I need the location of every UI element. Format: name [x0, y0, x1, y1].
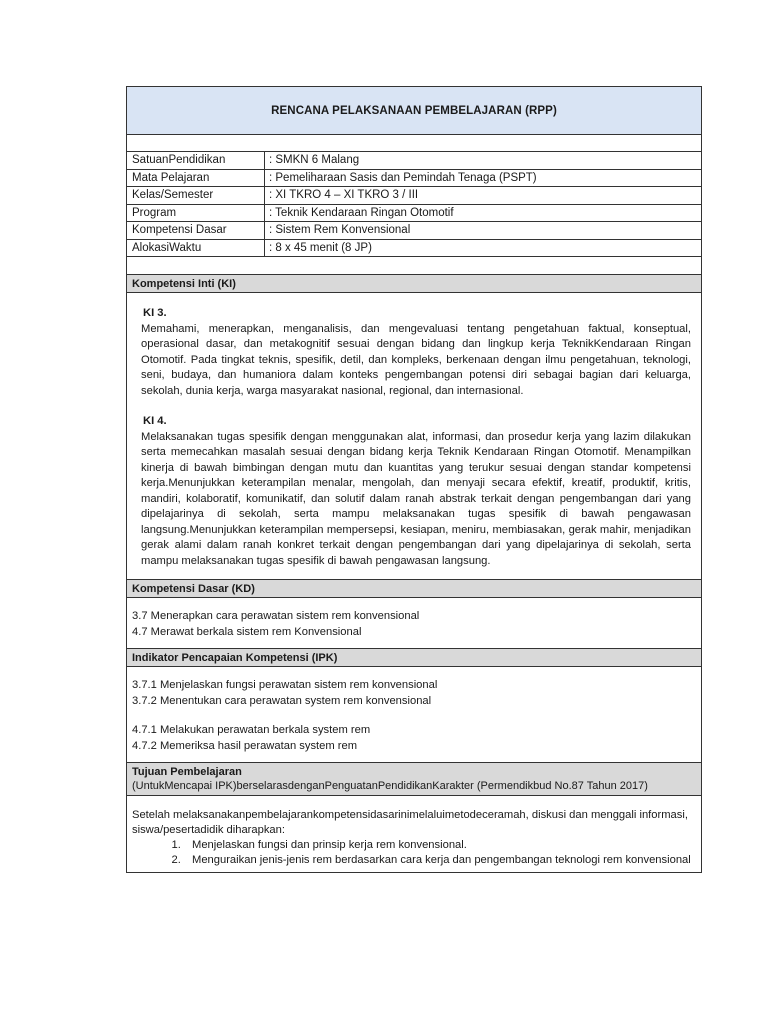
identity-label: SatuanPendidikan [127, 152, 265, 169]
tp-list [132, 838, 691, 868]
identity-value: : Teknik Kendaraan Ringan Otomotif [269, 206, 454, 219]
kd-section [127, 598, 701, 649]
ki-heading: Kompetensi Inti (KI) [127, 275, 701, 293]
ki3-text: Memahami, menerapkan, menganalisis, dan mengevaluasi tentang pengetahuan faktual, konseptual, operasional dasar, dan metakognitif sesuai dengan bidang dan lingkup kerja TeknikKendaraan Ringan Otomotif. Pada tingkat teknis, spesifik, detil, dan kompleks, berkenaan dengan ilmu pengetahuan, teknologi, seni, budaya, dan humaniora dalam konteks pengembangan potensi diri sebagai bagian dari keluarga, sekolah, dunia kerja, warga masyarakat nasional, regional, dan internasional. [141, 322, 691, 397]
ipk-item: 3.7.2 Menentukan cara perawatan system rem konvensional [132, 694, 432, 707]
identity-value: : XI TKRO 4 – XI TKRO 3 / III [269, 189, 419, 201]
ipk-heading: Indikator Pencapaian Kompetensi (IPK) [127, 649, 701, 667]
identity-label: Kelas/Semester [127, 187, 265, 204]
ipk-item: 4.7.2 Memeriksa hasil perawatan system rem [132, 739, 358, 752]
spacer-row [127, 135, 701, 152]
ipk-item: 3.7.1 Menjelaskan fungsi perawatan sistem rem konvensional [132, 679, 438, 691]
identity-value: : SMKN 6 Malang [269, 154, 360, 166]
identity-label: AlokasiWaktu [127, 240, 265, 257]
identity-row-satuan [127, 152, 701, 170]
ki3-title: KI 3. [143, 307, 167, 319]
tp-item: 1. Menjelaskan fungsi dan prinsip kerja rem konvensional. [184, 838, 691, 853]
rpp-document [126, 86, 702, 873]
tp-heading: Tujuan Pembelajaran [132, 766, 242, 778]
tp-intro: Setelah melaksanakanpembelajarankompetensidasarinimelaluimetodeceramah, diskusi dan menggali informasi, siswa/pesertadidik diharapkan: [132, 809, 688, 836]
document-title: RENCANA PELAKSANAAN PEMBELAJARAN (RPP) [127, 87, 701, 135]
ki-section [127, 293, 701, 580]
identity-label: Mata Pelajaran [127, 170, 265, 187]
ipk-item: 4.7.1 Melakukan perawatan berkala system rem [132, 724, 371, 736]
identity-row-alokasi [127, 240, 701, 258]
identity-label: Program [127, 205, 265, 222]
kd-item: 3.7 Menerapkan cara perawatan sistem rem konvensional [132, 610, 420, 622]
spacer-row [127, 257, 701, 275]
identity-value: : 8 x 45 menit (8 JP) [269, 241, 372, 254]
identity-value: : Pemeliharaan Sasis dan Pemindah Tenaga (PSPT) [269, 171, 537, 184]
ipk-section [127, 667, 701, 763]
kd-heading: Kompetensi Dasar (KD) [127, 580, 701, 598]
identity-row-kd [127, 222, 701, 240]
kd-item: 4.7 Merawat berkala sistem rem Konvensional [132, 625, 362, 638]
tp-header [127, 763, 701, 796]
tp-item: 2. Menguraikan jenis-jenis rem berdasarkan cara kerja dan pengembangan teknologi rem konvensional [184, 853, 691, 868]
identity-row-program [127, 205, 701, 223]
identity-value: : Sistem Rem Konvensional [269, 224, 411, 236]
identity-label: Kompetensi Dasar [127, 222, 265, 239]
ki4-text: Melaksanakan tugas spesifik dengan menggunakan alat, informasi, dan prosedur kerja yang lazim dilakukan serta memecahkan masalah sesuai dengan bidang kerja Teknik Kendaraan Ringan Otomotif. Menampilkan kinerja di bawah bimbingan dengan mutu dan kuantitas yang terukur sesuai dengan standar kompetensi kerja.Menunjukkan keterampilan menalar, mengolah, dan menyaji secara efektif, kreatif, produktif, kritis, mandiri, kolaboratif, komunikatif, dan solutif dalam ranah abstrak terkait dengan pengembangan dari yang dipelajarinya di sekolah, serta mampu melaksanakan tugas spesifik di bawah pengawasan langsung.Menunjukkan keterampilan mempersepsi, kesiapan, meniru, membiasakan, gerak mahir, menjadikan gerak alami dalam ranah konkret terkait dengan pengembangan dari yang dipelajarinya di sekolah, serta mampu melaksanakan tugas spesifik di bawah pengawasan langsung. [141, 430, 691, 567]
tp-subheading: (UntukMencapai IPK)berselarasdenganPenguatanPendidikanKarakter (Permendikbud No.87 Tahun 2017) [132, 780, 648, 792]
tp-section [127, 796, 701, 872]
identity-row-kelas [127, 187, 701, 205]
ki4-title: KI 4. [143, 415, 167, 427]
identity-row-mapel [127, 170, 701, 188]
